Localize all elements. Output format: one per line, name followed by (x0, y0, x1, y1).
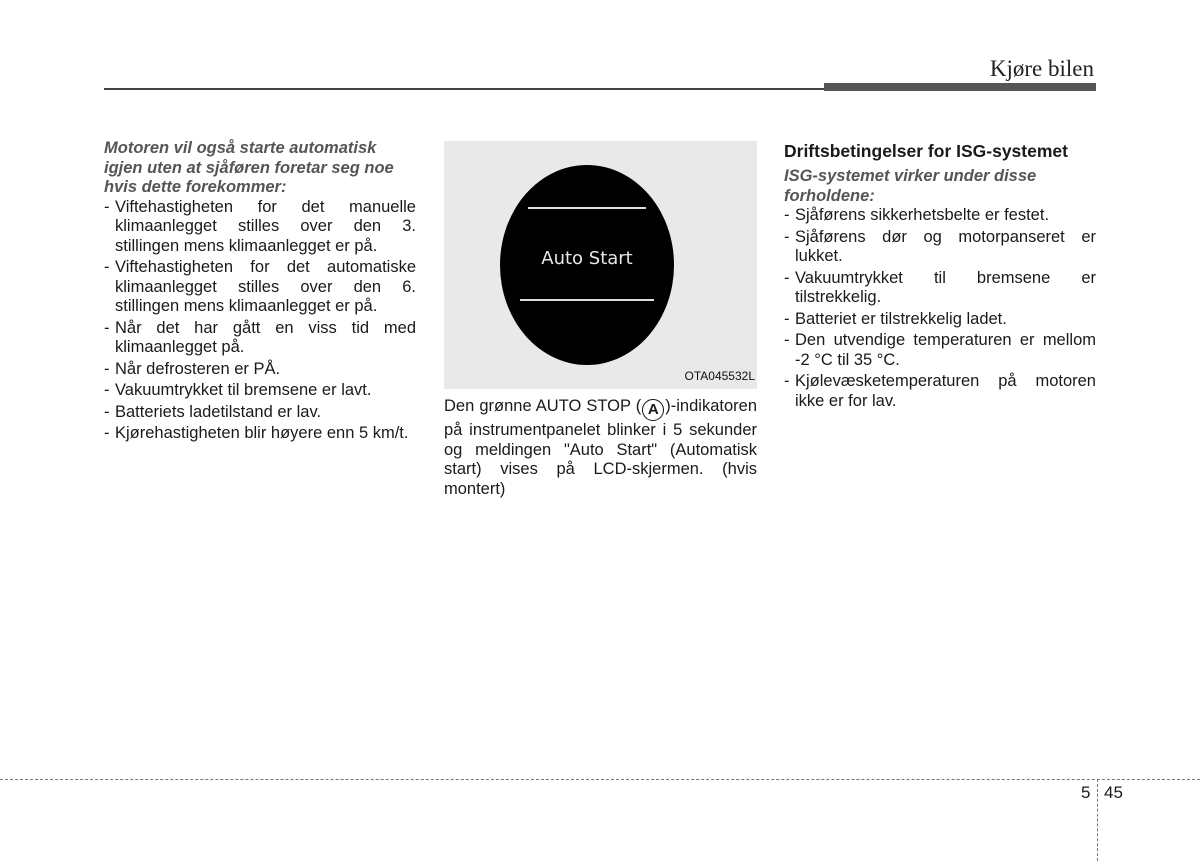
list-item: - Batteriets ladetilstand er lav. (104, 403, 416, 423)
list-item: - Den utvendige temperaturen er mellom -2 °C til 35 °C. (784, 331, 1096, 370)
display-line-top (528, 207, 646, 209)
list-item: - Sjåførens sikkerhetsbelte er festet. (784, 206, 1096, 226)
section-heading: Driftsbetingelser for ISG-systemet (784, 141, 1068, 161)
left-subheading: Motoren vil også starte automatisk igjen uten at sjåføren foretar seg noe hvis dette forekommer: (104, 139, 394, 196)
lcd-figure (444, 141, 757, 389)
list-item: - Kjørehastigheten blir høyere enn 5 km/t. (104, 424, 416, 444)
header-rule (104, 88, 824, 90)
right-column (784, 141, 1096, 413)
auto-stop-icon: A (642, 399, 664, 421)
footer-vertical-divider (1097, 779, 1098, 861)
list-item: - Batteriet er tilstrekkelig ladet. (784, 310, 1096, 330)
list-item: - Vakuumtrykket til bremsene er tilstrekkelig. (784, 269, 1096, 308)
page-number: 45 (1104, 783, 1123, 802)
display-text: Auto Start (541, 248, 633, 269)
left-condition-list (104, 198, 416, 444)
middle-column (444, 141, 757, 499)
right-condition-list (784, 206, 1096, 411)
list-item: - Når defrosteren er PÅ. (104, 360, 416, 380)
list-item: - Når det har gått en viss tid med klimaanlegget på. (104, 319, 416, 358)
lcd-display (500, 165, 674, 365)
header-bar (824, 83, 1096, 91)
list-item: - Viftehastigheten for det manuelle klimaanlegget stilles over den 3. stillingen mens klimaanlegget er på. (104, 198, 416, 257)
list-item: - Viftehastigheten for det automatiske klimaanlegget stilles over den 6. stillingen mens klimaanlegget er på. (104, 258, 416, 317)
figure-code: OTA045532L (684, 368, 755, 383)
right-subheading: ISG-systemet virker under disse forholdene: (784, 167, 1037, 205)
left-column (104, 139, 416, 446)
list-item: - Vakuumtrykket til bremsene er lavt. (104, 381, 416, 401)
description-text-end: )-indikatoren på instrumentpanelet blinker i 5 sekunder og meldingen "Auto Start" (Automatisk start) vises på LCD-skjermen. (hvis montert) (444, 397, 757, 498)
description-text-start: Den grønne AUTO STOP ( (444, 397, 642, 415)
list-item: - Sjåførens dør og motorpanseret er lukket. (784, 228, 1096, 267)
list-item: - Kjølevæsketemperaturen på motoren ikke er for lav. (784, 372, 1096, 411)
chapter-title: Kjøre bilen (989, 56, 1094, 81)
footer-divider (0, 779, 1200, 780)
display-line-bottom (520, 299, 654, 301)
section-number: 5 (1081, 783, 1091, 802)
indicator-description (444, 397, 757, 499)
